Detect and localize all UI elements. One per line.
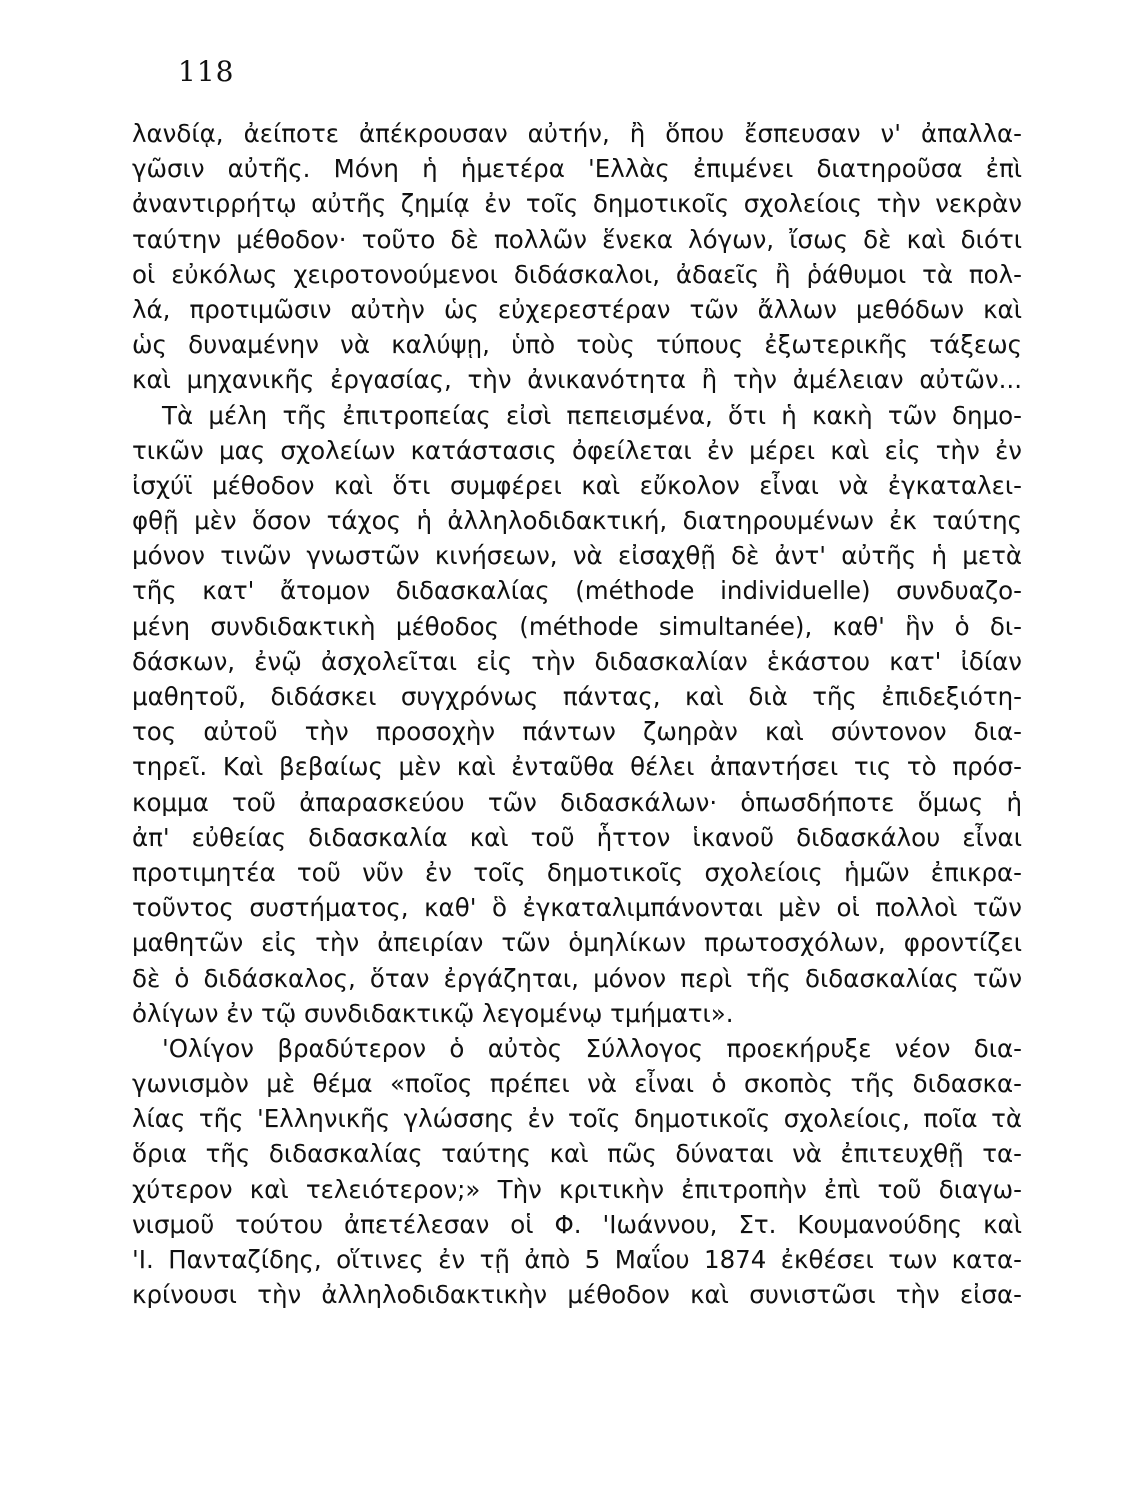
text-line: τῆς κατ' ἄτομον διδασκαλίας (méthode individuelle) συνδυαζο- [132, 576, 1022, 606]
text-line: ὡς δυναμένην νὰ καλύψῃ, ὑπὸ τοὺς τύπους ἐξωτερικῆς τάξεως [132, 330, 1022, 360]
text-line: ὅρια τῆς διδασκαλίας ταύτης καὶ πῶς δύναται νὰ ἐπιτευχθῇ τα- [132, 1139, 1022, 1169]
text-line: γωνισμὸν μὲ θέμα «ποῖος πρέπει νὰ εἶναι ὁ σκοπὸς τῆς διδασκα- [132, 1069, 1022, 1099]
text-line: ἀναντιρρήτῳ αὐτῆς ζημίᾳ ἐν τοῖς δημοτικοῖς σχολείοις τὴν νεκρὰν [132, 189, 1022, 219]
text-line: μαθητῶν εἰς τὴν ἀπειρίαν τῶν ὁμηλίκων πρωτοσχόλων, φροντίζει [132, 928, 1022, 958]
text-line: τηρεῖ. Καὶ βεβαίως μὲν καὶ ἐνταῦθα θέλει ἀπαντήσει τις τὸ πρόσ- [132, 752, 1022, 782]
text-line: καὶ μηχανικῆς ἐργασίας, τὴν ἀνικανότητα ἢ τὴν ἀμέλειαν αὐτῶν... [132, 365, 1022, 395]
text-line: 'Ι. Πανταζίδης, οἵτινες ἐν τῇ ἀπὸ 5 Μαΐου 1874 ἐκθέσει των κατα- [132, 1245, 1022, 1274]
text-line: λίας τῆς 'Ελληνικῆς γλώσσης ἐν τοῖς δημοτικοῖς σχολείοις, ποῖα τὰ [132, 1104, 1022, 1134]
text-line: προτιμητέα τοῦ νῦν ἐν τοῖς δημοτικοῖς σχολείοις ἡμῶν ἐπικρα- [132, 857, 1022, 887]
text-line: νισμοῦ τούτου ἀπετέλεσαν οἱ Φ. 'Ιωάννου, Στ. Κουμανούδης καὶ [132, 1209, 1022, 1239]
text-line: κρίνουσι τὴν ἀλληλοδιδακτικὴν μέθοδον καὶ συνιστῶσι τὴν εἰσα- [132, 1280, 1022, 1310]
text-line: λά, προτιμῶσιν αὐτὴν ὡς εὐχερεστέραν τῶν ἄλλων μεθόδων καὶ [132, 294, 1022, 324]
page-number: 118 [178, 55, 235, 88]
text-line: ταύτην μέθοδον· τοῦτο δὲ πολλῶν ἕνεκα λόγων, ἴσως δὲ καὶ διότι [132, 224, 1022, 254]
text-line: ἰσχύϊ μέθοδον καὶ ὅτι συμφέρει καὶ εὔκολον εἶναι νὰ ἐγκαταλει- [132, 470, 1022, 500]
text-line: τικῶν μας σχολείων κατάστασις ὀφείλεται ἐν μέρει καὶ εἰς τὴν ἐν [132, 435, 1022, 465]
text-line: μένη συνδιδακτικὴ μέθοδος (méthode simultanée), καθ' ἣν ὁ δι- [132, 611, 1022, 641]
text-line: γῶσιν αὐτῆς. Μόνη ἡ ἡμετέρα 'Ελλὰς ἐπιμένει διατηροῦσα ἐπὶ [132, 154, 1022, 184]
text-line: μόνον τινῶν γνωστῶν κινήσεων, νὰ εἰσαχθῇ δὲ ἀντ' αὐτῆς ἡ μετὰ [132, 541, 1022, 571]
text-line: δὲ ὁ διδάσκαλος, ὅταν ἐργάζηται, μόνον περὶ τῆς διδασκαλίας τῶν [132, 963, 1022, 993]
text-line: δάσκων, ἐνῷ ἀσχολεῖται εἰς τὴν διδασκαλίαν ἑκάστου κατ' ἰδίαν [132, 646, 1022, 676]
text-line: χύτερον καὶ τελειότερον;» Τὴν κριτικὴν ἐπιτροπὴν ἐπὶ τοῦ διαγω- [132, 1174, 1022, 1204]
text-line: μαθητοῦ, διδάσκει συγχρόνως πάντας, καὶ διὰ τῆς ἐπιδεξιότη- [132, 682, 1022, 711]
body-text [132, 116, 1022, 1312]
text-line: 'Ολίγον βραδύτερον ὁ αὐτὸς Σύλλογος προεκήρυξε νέον δια- [162, 1033, 1022, 1063]
text-line: ὀλίγων ἐν τῷ συνδιδακτικῷ λεγομένῳ τμήματι». [132, 998, 734, 1028]
text-line: τοῦντος συστήματος, καθ' ὃ ἐγκαταλιμπάνονται μὲν οἱ πολλοὶ τῶν [132, 893, 1022, 923]
text-line: λανδίᾳ, ἀείποτε ἀπέκρουσαν αὐτήν, ἢ ὅπου ἔσπευσαν ν' ἀπαλλα- [132, 119, 1022, 148]
text-line: οἱ εὐκόλως χειροτονούμενοι διδάσκαλοι, ἀδαεῖς ἢ ῥάθυμοι τὰ πολ- [132, 259, 1022, 289]
text-line: κομμα τοῦ ἀπαρασκεύου τῶν διδασκάλων· ὁπωσδήποτε ὅμως ἡ [132, 787, 1022, 817]
text-line: ἀπ' εὐθείας διδασκαλία καὶ τοῦ ἧττον ἱκανοῦ διδασκάλου εἶναι [132, 822, 1022, 852]
text-line: τος αὐτοῦ τὴν προσοχὴν πάντων ζωηρὰν καὶ σύντονον δια- [132, 717, 1022, 747]
text-line: Τὰ μέλη τῆς ἐπιτροπείας εἰσὶ πεπεισμένα, ὅτι ἡ κακὴ τῶν δημο- [162, 400, 1022, 430]
text-line: φθῇ μὲν ὅσον τάχος ἡ ἀλληλοδιδακτική, διατηρουμένων ἐκ ταύτης [132, 506, 1022, 536]
